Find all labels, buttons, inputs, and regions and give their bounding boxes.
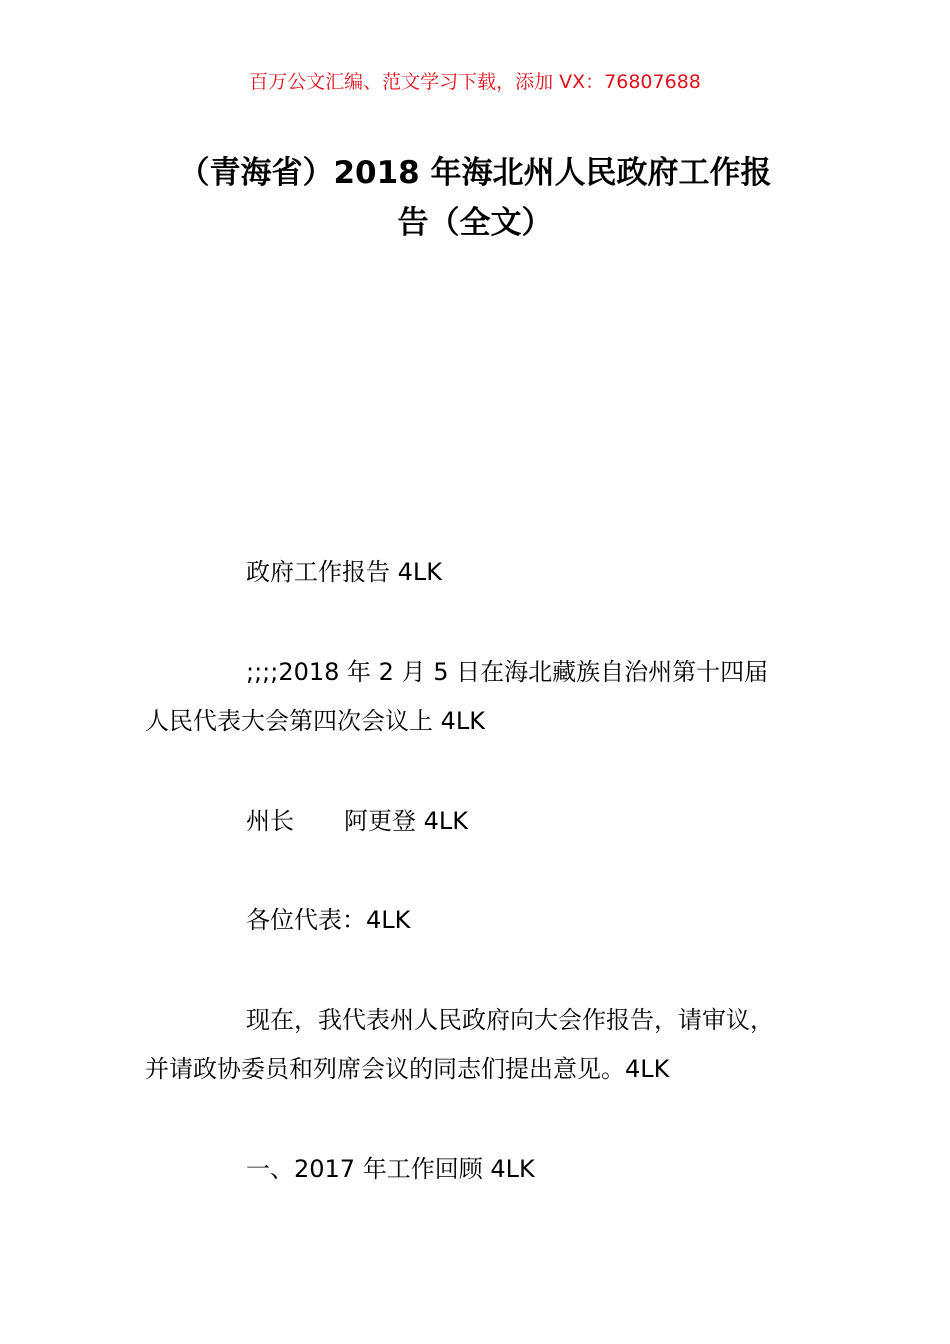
- paragraph-line: 人民代表大会第四次会议上 4LK: [145, 707, 486, 735]
- paragraph-line: 并请政协委员和列席会议的同志们提出意见。4LK: [145, 1055, 670, 1083]
- title-line-2: 告（全文）: [397, 205, 553, 241]
- paragraph-line: ;;;;2018 年 2 月 5 日在海北藏族自治州第十四届: [246, 658, 769, 686]
- paragraph-speaker: [145, 797, 835, 846]
- header-watermark-text: 百万公文汇编、范文学习下载，添加 VX：76807688: [249, 71, 701, 93]
- paragraph-report-heading: [145, 548, 835, 597]
- speaker-title: 州长: [246, 807, 294, 835]
- paragraph-line: 一、2017 年工作回顾 4LK: [246, 1155, 535, 1183]
- title-line-1: （青海省）2018 年海北州人民政府工作报: [178, 155, 772, 191]
- paragraph-opening: [145, 996, 835, 1094]
- paragraph-line: [145, 797, 835, 846]
- speaker-name: 阿更登 4LK: [344, 807, 469, 835]
- paragraph-line: 现在，我代表州人民政府向大会作报告，请审议，: [246, 1006, 774, 1034]
- paragraph-section-heading: [145, 1145, 835, 1194]
- paragraph-meeting-info: [145, 648, 835, 746]
- paragraph-line: 各位代表：4LK: [246, 906, 411, 934]
- paragraph-salutation: [145, 896, 835, 945]
- paragraph-line: 政府工作报告 4LK: [246, 558, 443, 586]
- document-title: [145, 148, 805, 248]
